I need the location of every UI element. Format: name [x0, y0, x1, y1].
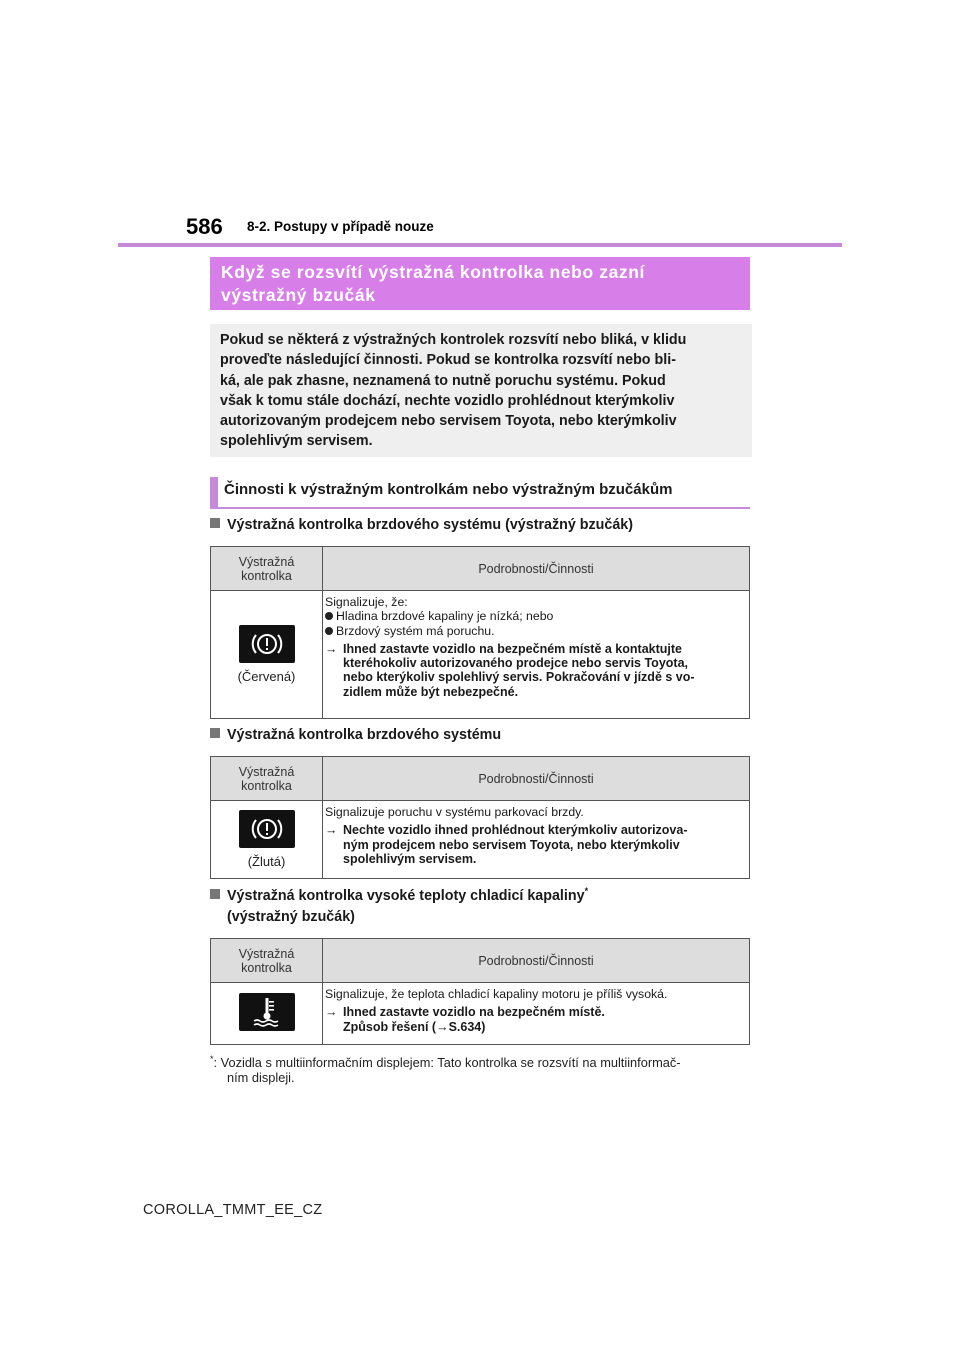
icon-caption: (Žlutá)	[247, 854, 286, 869]
col-header-details: Podrobnosti/Činnosti	[323, 757, 750, 801]
intro-line: však k tomu stále dochází, nechte vozidlo prohlédnout kterýmkoliv	[220, 392, 675, 409]
bullet-dot-icon	[325, 627, 333, 635]
col-header-warning-light	[211, 757, 323, 801]
footnote-mark: *	[584, 886, 589, 896]
subsection-title-brake-yellow	[210, 727, 501, 743]
col-header-warning-light	[211, 939, 323, 983]
footnote-mark: *	[210, 1054, 214, 1064]
details-cell	[323, 983, 750, 1045]
bullet-item	[325, 609, 745, 623]
signal-text: Signalizuje poruchu v systému parkovací brzdy.	[325, 805, 584, 819]
header-divider	[118, 243, 842, 247]
warning-table-brake-yellow	[210, 756, 750, 879]
document-id: COROLLA_TMMT_EE_CZ	[143, 1202, 323, 1218]
section-heading: Činnosti k výstražným kontrolkám nebo výstražným bzučákům	[210, 477, 750, 509]
action-item	[325, 1005, 745, 1034]
action-text	[343, 642, 695, 699]
main-heading-line2: výstražný bzučák	[221, 285, 376, 305]
square-bullet-icon	[210, 889, 220, 899]
action-text	[343, 823, 688, 866]
bullet-dot-icon	[325, 612, 333, 620]
square-bullet-icon	[210, 518, 220, 528]
action-text-part: Způsob řešení (	[343, 1019, 437, 1034]
col-header-details: Podrobnosti/Činnosti	[323, 547, 750, 591]
bullet-text: Brzdový systém má poruchu.	[336, 623, 495, 638]
footnote-line2: ním displeji.	[227, 1070, 295, 1085]
arrow-icon: →	[325, 641, 338, 656]
warning-table-coolant	[210, 938, 750, 1045]
action-line: Ihned zastavte vozidlo na bezpečném místě a kontaktujte	[343, 641, 682, 656]
action-line: Nechte vozidlo ihned prohlédnout kterýmkoliv autorizova-	[343, 823, 688, 838]
col-header-line2: kontrolka	[241, 568, 292, 583]
signal-text: Signalizuje, že teplota chladicí kapaliny motoru je příliš vysoká.	[325, 987, 668, 1001]
square-bullet-icon	[210, 728, 220, 738]
icon-cell	[211, 801, 323, 879]
action-line: Ihned zastavte vozidlo na bezpečném místě.	[343, 1005, 605, 1020]
col-header-warning-light	[211, 547, 323, 591]
intro-line: spolehlivým servisem.	[220, 433, 373, 450]
coolant-temperature-icon	[239, 993, 295, 1031]
bullet-text: Hladina brzdové kapaliny je nízká; nebo	[336, 609, 554, 624]
details-cell	[323, 591, 750, 719]
action-text	[343, 1005, 605, 1034]
arrow-icon: →	[325, 1005, 338, 1020]
subsection-title-text: Výstražná kontrolka brzdového systému (výstražný bzučák)	[227, 517, 634, 533]
chapter-title: 8-2. Postupy v případě nouze	[247, 219, 434, 234]
page-reference-link[interactable]: S.634)	[448, 1019, 486, 1034]
arrow-icon: →	[325, 823, 338, 838]
details-cell	[323, 801, 750, 879]
subsection-title-brake-red	[210, 517, 633, 533]
col-header-line2: kontrolka	[241, 960, 292, 975]
main-heading	[210, 257, 750, 310]
col-header-line1: Výstražná	[238, 764, 295, 779]
action-line: ným prodejcem nebo servisem Toyota, nebo kterýmkoliv	[343, 837, 680, 852]
action-line: nebo kterýkoliv spolehlivý servis. Pokračování v jízdě s vo-	[343, 670, 695, 685]
col-header-line1: Výstražná	[238, 554, 295, 569]
intro-line: ká, ale pak zhasne, neznamená to nutně poruchu systému. Pokud	[220, 372, 666, 389]
subsection-title-text: Výstražná kontrolka vysoké teploty chladicí kapaliny	[227, 888, 585, 904]
footnote-text: : Vozidla s multiinformačním displejem: Tato kontrolka se rozsvítí na multiinformač-	[213, 1055, 681, 1070]
signal-text: Signalizuje, že:	[325, 595, 408, 609]
icon-cell	[211, 983, 323, 1045]
footnote	[210, 1052, 755, 1085]
intro-line: Pokud se některá z výstražných kontrolek rozsvítí nebo bliká, v klidu	[220, 332, 687, 348]
bullet-item	[325, 624, 745, 638]
subsection-title-line2: (výstražný bzučák)	[227, 909, 355, 925]
icon-caption: (Červená)	[237, 669, 296, 684]
warning-table-brake-red	[210, 546, 750, 719]
brake-warning-icon	[239, 810, 295, 848]
arrow-icon: →	[436, 1019, 449, 1034]
intro-line: proveďte následující činnosti. Pokud se kontrolka rozsvítí nebo bli-	[220, 352, 676, 369]
subsection-title-text: Výstražná kontrolka brzdového systému	[227, 727, 502, 743]
col-header-line2: kontrolka	[241, 778, 292, 793]
action-line: zidlem může být nebezpečné.	[343, 684, 519, 699]
main-heading-line1: Když se rozsvítí výstražná kontrolka nebo zazní	[221, 262, 646, 282]
action-line: spolehlivým servisem.	[343, 851, 477, 866]
action-line: kteréhokoliv autorizovaného prodejce nebo servis Toyota,	[343, 656, 688, 671]
brake-warning-icon	[239, 625, 295, 663]
col-header-line1: Výstražná	[238, 946, 295, 961]
col-header-details: Podrobnosti/Činnosti	[323, 939, 750, 983]
intro-box	[210, 324, 752, 457]
action-item	[325, 642, 745, 699]
subsection-title-coolant	[210, 886, 588, 904]
intro-line: autorizovaným prodejcem nebo servisem Toyota, nebo kterýmkoliv	[220, 413, 677, 430]
icon-cell	[211, 591, 323, 719]
footnote-line1	[210, 1055, 681, 1070]
page-number: 586	[186, 214, 223, 239]
action-item	[325, 823, 745, 866]
action-line	[343, 1020, 605, 1034]
